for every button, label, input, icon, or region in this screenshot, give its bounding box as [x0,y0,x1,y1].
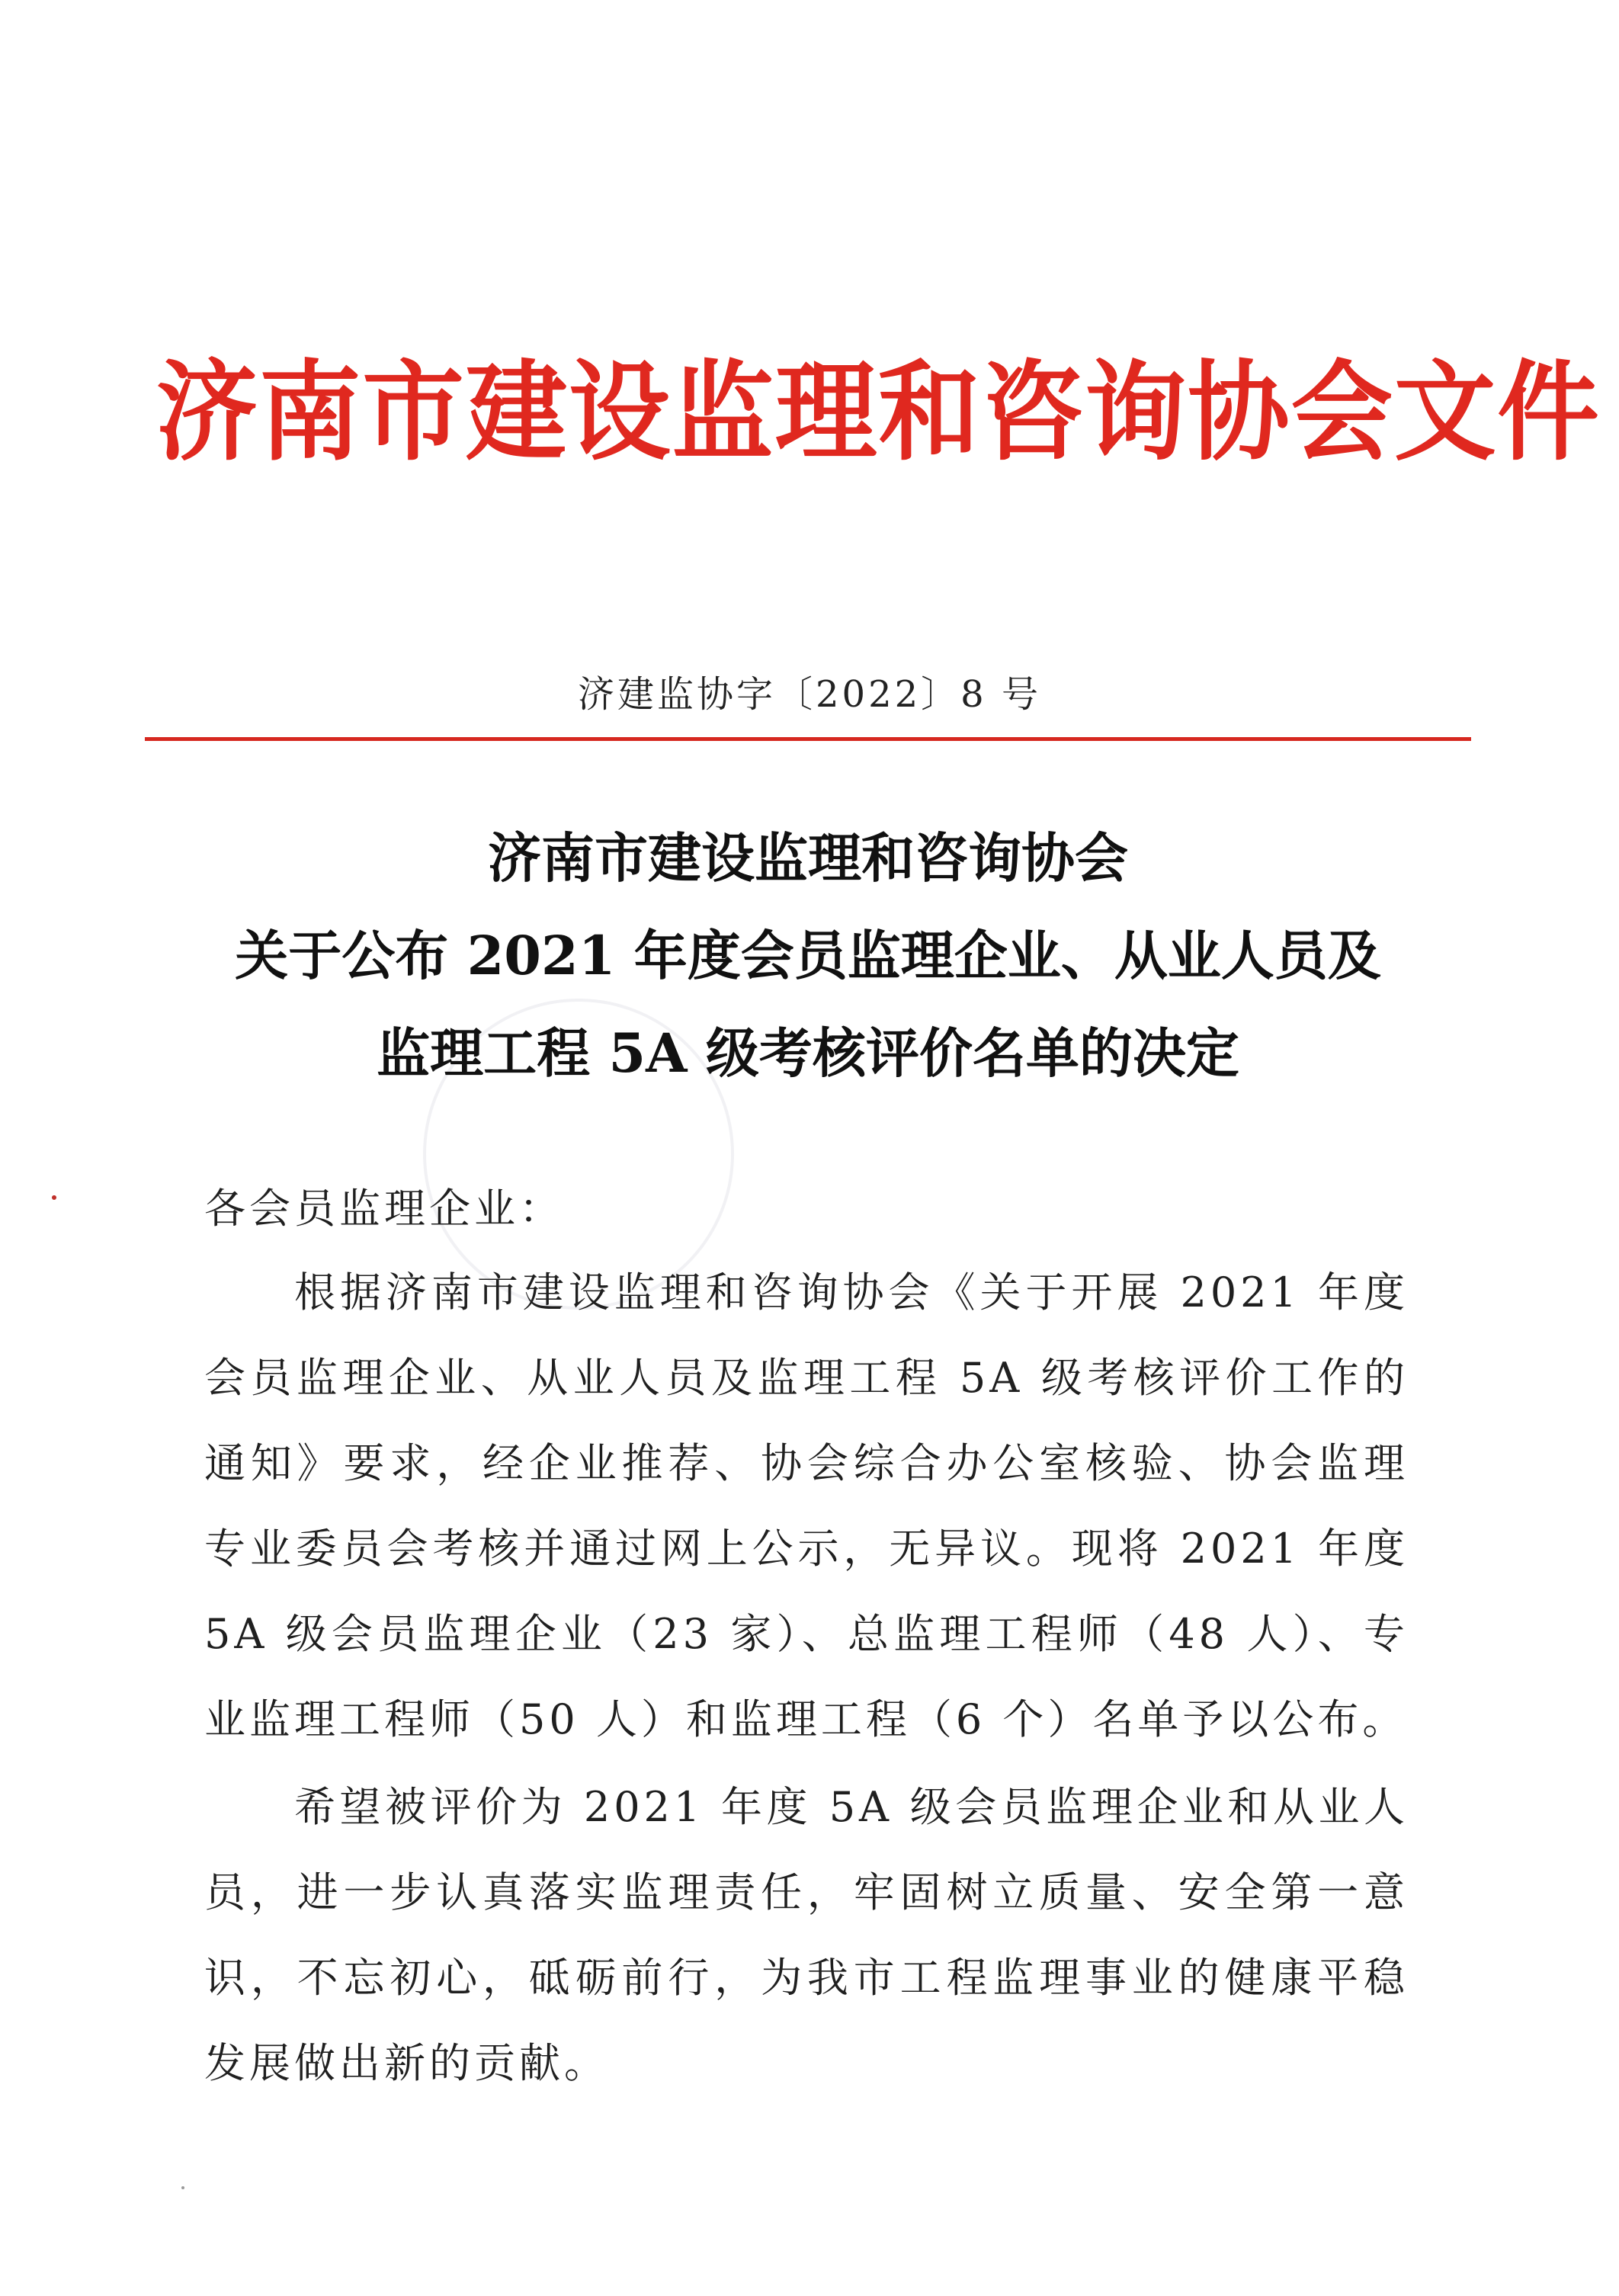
title-line-1: 济南市建设监理和咨询协会 [488,826,1128,890]
scan-speck [181,2186,184,2189]
document-number: 济建监协字〔2022〕8 号 [578,673,1041,716]
red-divider-line [145,737,1471,741]
title-line-2: 关于公布 2021 年度会员监理企业、从业人员及 [235,924,1381,987]
title-line-3: 监理工程 5A 级考核评价名单的决定 [377,1021,1239,1085]
document-title [145,810,1471,1102]
organization-header: 济南市建设监理和咨询协会文件 [155,349,1601,476]
salutation: 各会员监理企业： [204,1185,564,1233]
scan-speck [52,1195,56,1200]
body-paragraph-1: 根据济南市建设监理和咨询协会《关于开展 2021 年度会员监理企业、从业人员及监理工程 5A 级考核评价工作的通知》要求，经企业推荐、协会综合办公室核验、协会监理专业委员会考核并通过网上公示，无异议。现将 2021 年度 5A 级会员监理企业（23 家）、总监理工程师（48 人）、专业监理工程师（50 人）和监理工程（6 个）名单予以公布。 [204,1268,1409,1743]
body-paragraph-2: 希望被评价为 2021 年度 5A 级会员监理企业和从业人员，进一步认真落实监理责任，牢固树立质量、安全第一意识，不忘初心，砥砺前行，为我市工程监理事业的健康平稳发展做出新的贡献。 [204,1783,1409,2087]
